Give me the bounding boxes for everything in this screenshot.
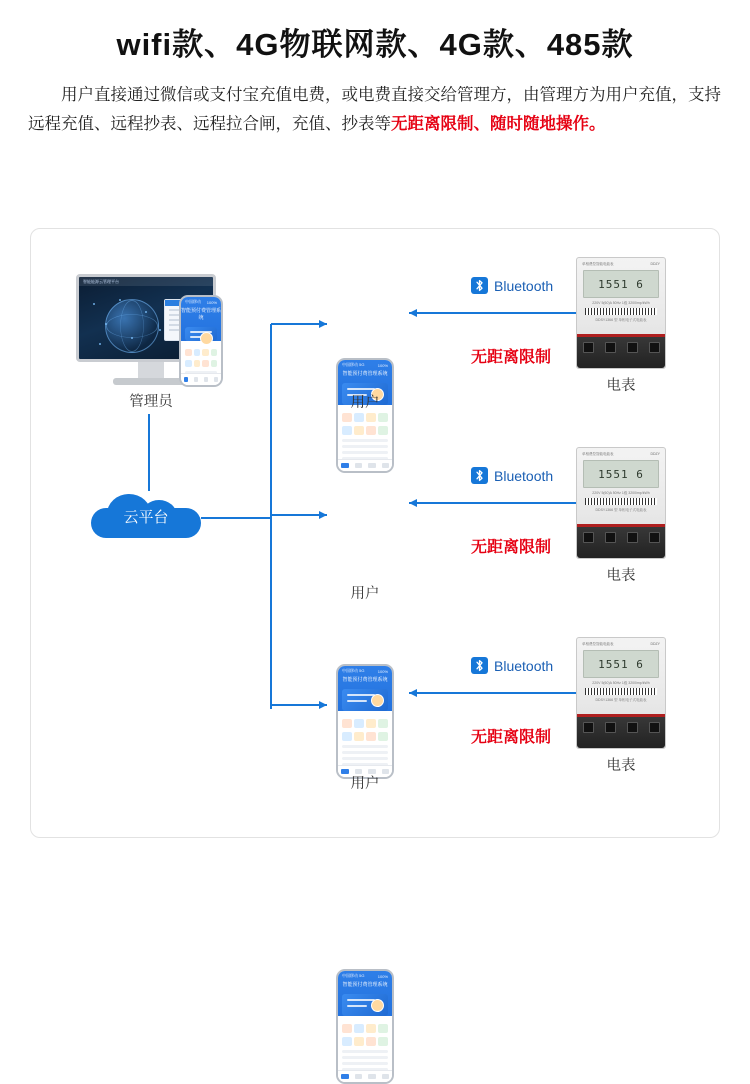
meter-2-lcd (583, 460, 659, 488)
meter-1-body (576, 257, 666, 369)
meter-3-brand-left: 单相费控智能电能表 (582, 642, 614, 646)
user-phone-2-banner (342, 689, 388, 711)
user-phone-3-menu-grid (338, 1019, 392, 1048)
meter-3-barcode (585, 688, 657, 695)
user-phone-2-statusbar (338, 666, 392, 674)
meter-2-lcd-value: 1551 6 (598, 467, 644, 481)
user-phone-2-caption: 用户 (350, 586, 380, 602)
monitor-screen-title: 智能能源云管理平台 (83, 279, 119, 284)
meter-2-model: DDSY1366 型 单相电子式电能表 (595, 508, 647, 513)
meter-1-lcd (583, 270, 659, 298)
meter-3-model: DDSY1366 型 单相电子式电能表 (595, 698, 647, 703)
bluetooth-label-2 (471, 467, 553, 484)
meter-3-caption: 电表 (606, 758, 636, 774)
meter-2-caption: 电表 (606, 568, 636, 584)
user-phone-1-battery: 100% (377, 362, 388, 368)
user-phone-1-carrier: 中国移动 5G (342, 362, 365, 367)
bluetooth-text-3: Bluetooth (494, 657, 554, 674)
meter-1 (576, 257, 666, 395)
meter-1-brand-left: 单相费控智能电能表 (582, 262, 614, 266)
meter-1-barcode (585, 308, 657, 315)
admin-phone-carrier: 中国移动 (185, 299, 201, 304)
admin-phone-title: 智能预付费管理系统 (181, 308, 222, 321)
meter-1-terminal-block (577, 334, 665, 368)
user-phone-3-tabbar (338, 1070, 392, 1082)
meter-2 (576, 447, 666, 585)
admin-phone-menu-grid (181, 344, 221, 369)
user-phone-1 (336, 358, 394, 473)
meter-3-spec: 220V 5(60)A 50Hz 1级 3200imp/kWh (592, 681, 650, 685)
cloud-shape (91, 494, 201, 538)
user-phone-3-statusbar (338, 971, 392, 979)
bluetooth-icon (471, 657, 488, 674)
meter-2-body (576, 447, 666, 559)
avatar (371, 999, 384, 1012)
meter-1-header (577, 258, 665, 267)
user-phone-3-carrier: 中国移动 5G (342, 973, 365, 978)
user-phone-3-header (338, 971, 392, 1016)
meter-3-brand-right: DDZY (650, 642, 660, 646)
cloud-platform (91, 494, 201, 542)
admin-phone (179, 295, 223, 387)
meter-1-caption: 电表 (606, 378, 636, 394)
meter-2-brand-left: 单相费控智能电能表 (582, 452, 614, 456)
user-phone-2-header (338, 666, 392, 711)
user-phone-1-menu-grid (338, 408, 392, 437)
user-phone-2-title: 智能预付费管理系统 (342, 677, 388, 683)
user-phone-1-statusbar (338, 360, 392, 368)
admin-phone-battery: 100% (206, 299, 217, 305)
user-phone-2-battery: 100% (377, 668, 388, 674)
admin-phone-statusbar (181, 297, 221, 305)
user-phone-2-carrier: 中国移动 5G (342, 668, 365, 673)
user-phone-2 (336, 664, 394, 779)
bluetooth-text-1: Bluetooth (494, 277, 554, 294)
intro-highlight: 无距离限制、随时随地操作。 (391, 115, 606, 134)
no-distance-limit-2: 无距离限制 (471, 539, 552, 556)
bluetooth-icon (471, 277, 488, 294)
cloud-label: 云平台 (123, 509, 169, 526)
user-phone-3-battery: 100% (377, 973, 388, 979)
admin-phone-header (181, 297, 221, 341)
admin-phone-tabbar (181, 373, 221, 385)
meter-1-brand-right: DDZY (650, 262, 660, 266)
meter-3 (576, 637, 666, 775)
architecture-diagram (30, 228, 720, 988)
user-phone-3 (336, 969, 394, 1084)
monitor-topbar (79, 277, 213, 286)
user-phone-3-title: 智能预付费管理系统 (342, 982, 388, 988)
meter-2-terminal-block (577, 524, 665, 558)
meter-2-spec: 220V 5(60)A 50Hz 1级 3200imp/kWh (592, 491, 650, 495)
admin-caption: 管理员 (129, 394, 173, 410)
bluetooth-text-2: Bluetooth (494, 467, 554, 484)
no-distance-limit-3: 无距离限制 (471, 729, 552, 746)
meter-2-barcode (585, 498, 657, 505)
monitor-base (113, 378, 189, 385)
meter-3-body (576, 637, 666, 749)
meter-2-brand-right: DDZY (650, 452, 660, 456)
user-phone-2-menu-grid (338, 714, 392, 743)
bluetooth-label-3 (471, 657, 553, 674)
page-title: wifi款、4G物联网款、4G款、485款 (116, 27, 634, 62)
user-phone-3-caption: 用户 (350, 776, 380, 792)
meter-1-model: DDSY1366 型 单相电子式电能表 (595, 318, 647, 323)
user-phone-1-title: 智能预付费管理系统 (342, 371, 388, 377)
admin-phone-banner (185, 327, 217, 341)
monitor-neck (138, 362, 164, 378)
avatar (200, 332, 213, 345)
intro-paragraph (28, 81, 722, 139)
bluetooth-icon (471, 467, 488, 484)
meter-1-lcd-value: 1551 6 (598, 277, 644, 291)
meter-2-header (577, 448, 665, 457)
meter-3-lcd-value: 1551 6 (598, 657, 644, 671)
user-phone-1-tabbar (338, 459, 392, 471)
avatar (371, 694, 384, 707)
bluetooth-label-1 (471, 277, 553, 294)
user-phone-1-caption: 用户 (350, 395, 380, 411)
meter-3-lcd (583, 650, 659, 678)
user-phone-3-banner (342, 994, 388, 1016)
meter-3-terminal-block (577, 714, 665, 748)
intro-text: 用户直接通过微信或支付宝充值电费，或电费直接交给管理方，由管理方为用户充值，支持远程充值、远程抄表、远程拉合闸，充值、抄表等 (28, 86, 721, 134)
meter-1-spec: 220V 5(60)A 50Hz 1级 3200imp/kWh (592, 301, 650, 305)
no-distance-limit-1: 无距离限制 (471, 349, 552, 366)
meter-3-header (577, 638, 665, 647)
